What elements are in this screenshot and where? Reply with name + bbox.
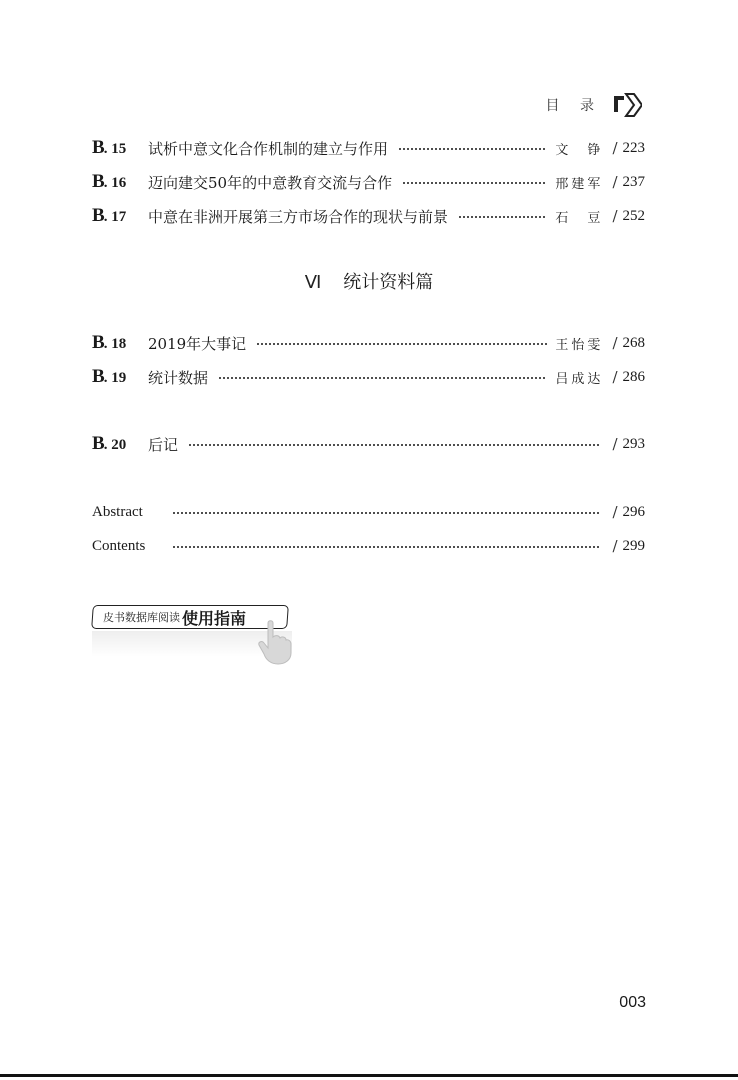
entry-author: 石 豆 (555, 210, 604, 226)
entry-code: B. 20 (92, 433, 127, 454)
entry-page: 237 (622, 173, 645, 190)
entry-page: 299 (622, 537, 645, 554)
leader-dots (172, 546, 599, 548)
leader-dots (402, 182, 547, 184)
pointing-hand-icon (254, 619, 294, 665)
entry-code: B. 15 (92, 137, 127, 158)
toc-entry[interactable] (92, 365, 645, 389)
entry-title[interactable]: Contents (92, 537, 146, 554)
leader-dots (172, 512, 599, 514)
bottom-rule (0, 1074, 738, 1077)
guide-big-text: 使用指南 (182, 608, 247, 628)
entry-page: 223 (622, 139, 645, 156)
toc-entry[interactable] (92, 170, 645, 194)
entry-title[interactable]: 后记 (148, 435, 179, 454)
entry-separator: / (612, 537, 618, 555)
entry-author: 文 铮 (555, 142, 604, 158)
leader-dots (256, 343, 547, 345)
toc-entry[interactable] (92, 432, 645, 456)
entry-page: 252 (622, 207, 645, 224)
entry-author: 吕成达 (555, 371, 604, 387)
entry-separator: / (612, 503, 618, 521)
entry-title[interactable]: Abstract (92, 503, 143, 520)
leader-dots (188, 444, 599, 446)
entry-code: B. 16 (92, 171, 127, 192)
page-header (546, 92, 642, 118)
entry-separator: / (612, 139, 618, 157)
entry-separator: / (612, 207, 618, 225)
entry-code: B. 19 (92, 366, 127, 387)
entry-title[interactable]: 试析中意文化合作机制的建立与作用 (148, 139, 389, 158)
entry-code: B. 18 (92, 332, 127, 353)
toc-entry[interactable] (92, 204, 645, 228)
entry-author: 邢建军 (555, 176, 604, 192)
database-guide-link[interactable] (92, 605, 298, 663)
entry-author: 王怡雯 (555, 337, 604, 353)
guide-small-text: 皮书数据库阅读 (103, 611, 180, 624)
leader-dots (458, 216, 547, 218)
section-number: Ⅵ (304, 272, 322, 292)
entry-page: 286 (622, 368, 645, 385)
entry-page: 296 (622, 503, 645, 520)
entry-title[interactable]: 2019年大事记 (148, 334, 247, 353)
toc-entry[interactable] (92, 534, 645, 558)
leader-dots (398, 148, 547, 150)
entry-separator: / (612, 173, 618, 191)
entry-title[interactable]: 中意在非洲开展第三方市场合作的现状与前景 (148, 207, 449, 226)
entry-separator: / (612, 334, 618, 352)
entry-separator: / (612, 368, 618, 386)
header-title: 目 录 (545, 98, 602, 114)
entry-separator: / (612, 435, 618, 453)
section-heading (0, 268, 738, 294)
section-title: 统计资料篇 (343, 272, 434, 293)
toc-entry[interactable] (92, 500, 645, 524)
page-number: 003 (619, 994, 646, 1011)
entry-code: B. 17 (92, 205, 127, 226)
leader-dots (218, 377, 547, 379)
chapter-arrow-icon (612, 92, 642, 118)
entry-title[interactable]: 迈向建交50年的中意教育交流与合作 (148, 173, 393, 192)
entry-title[interactable]: 统计数据 (148, 368, 209, 387)
entry-page: 268 (622, 334, 645, 351)
toc-entry[interactable] (92, 331, 645, 355)
toc-entry[interactable] (92, 136, 645, 160)
entry-page: 293 (622, 435, 645, 452)
